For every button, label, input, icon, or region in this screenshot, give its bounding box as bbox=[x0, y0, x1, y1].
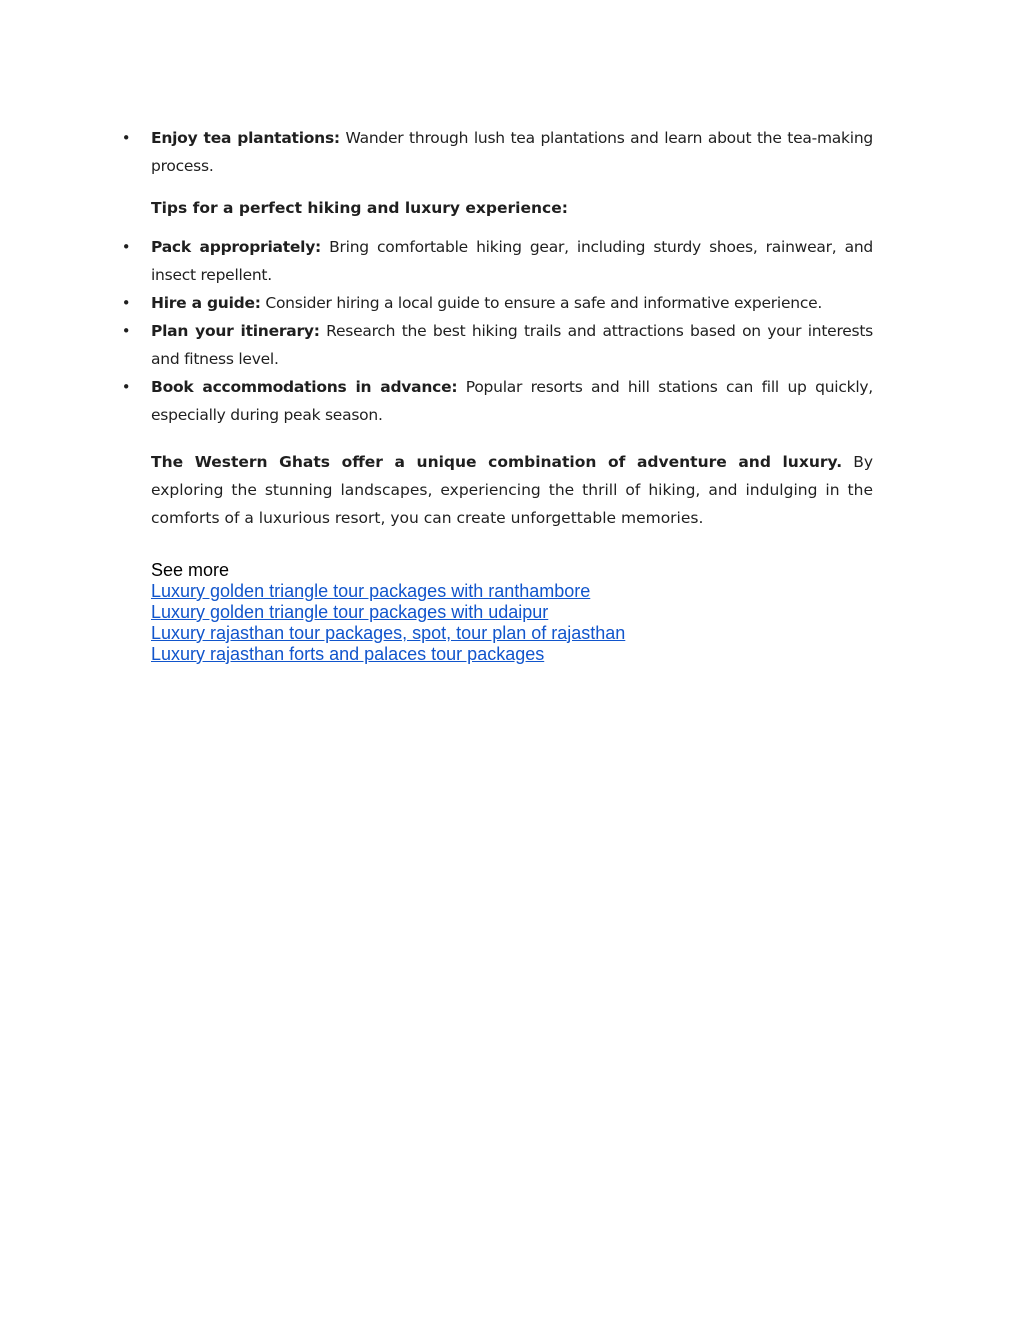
list-item-label: Hire a guide: bbox=[151, 294, 261, 312]
bullet-icon: • bbox=[121, 322, 131, 340]
bullet-icon: • bbox=[121, 378, 131, 396]
list-item-label: Book accommodations in advance: bbox=[151, 378, 458, 396]
see-more-links bbox=[151, 581, 873, 665]
link-golden-triangle-ranthambore[interactable]: Luxury golden triangle tour packages with ranthambore bbox=[151, 581, 591, 601]
attractions-list bbox=[121, 124, 874, 180]
list-item bbox=[121, 289, 873, 317]
tips-list bbox=[121, 233, 873, 429]
closing-text: By exploring the stunning landscapes, experiencing the thrill of hiking, and indulging in the comforts of a luxurious resort, you can create unforgettable memories. bbox=[151, 453, 874, 527]
bullet-icon: • bbox=[121, 129, 131, 147]
see-more-label: See more bbox=[151, 560, 230, 580]
bullet-icon: • bbox=[121, 294, 131, 312]
list-item bbox=[121, 124, 874, 180]
document-page bbox=[121, 124, 874, 665]
link-rajasthan-tour-packages[interactable]: Luxury rajasthan tour packages, spot, tour plan of rajasthan bbox=[151, 623, 626, 643]
list-item-text: Wander through lush tea plantations and learn about the tea-making process. bbox=[151, 129, 874, 175]
link-golden-triangle-udaipur[interactable]: Luxury golden triangle tour packages with udaipur bbox=[151, 602, 549, 622]
closing-bold: The Western Ghats offer a unique combination of adventure and luxury. bbox=[151, 453, 843, 471]
bullet-icon: • bbox=[121, 238, 131, 256]
list-item-text: Popular resorts and hill stations can fill up quickly, especially during peak season. bbox=[151, 378, 873, 424]
list-item bbox=[121, 233, 873, 289]
list-item-label: Pack appropriately: bbox=[151, 238, 322, 256]
list-item bbox=[121, 373, 873, 429]
tips-heading: Tips for a perfect hiking and luxury experience: bbox=[151, 199, 568, 217]
list-item-label: Plan your itinerary: bbox=[151, 322, 320, 340]
link-rajasthan-forts-palaces[interactable]: Luxury rajasthan forts and palaces tour packages bbox=[151, 644, 545, 664]
closing-paragraph bbox=[151, 448, 873, 532]
list-item-label: Enjoy tea plantations: bbox=[151, 129, 340, 147]
list-item-text: Bring comfortable hiking gear, including sturdy shoes, rainwear, and insect repellent. bbox=[151, 238, 873, 284]
list-item bbox=[121, 317, 873, 373]
list-item-text: Consider hiring a local guide to ensure a safe and informative experience. bbox=[260, 294, 823, 312]
list-item-text: Research the best hiking trails and attractions based on your interests and fitness level. bbox=[151, 322, 873, 368]
